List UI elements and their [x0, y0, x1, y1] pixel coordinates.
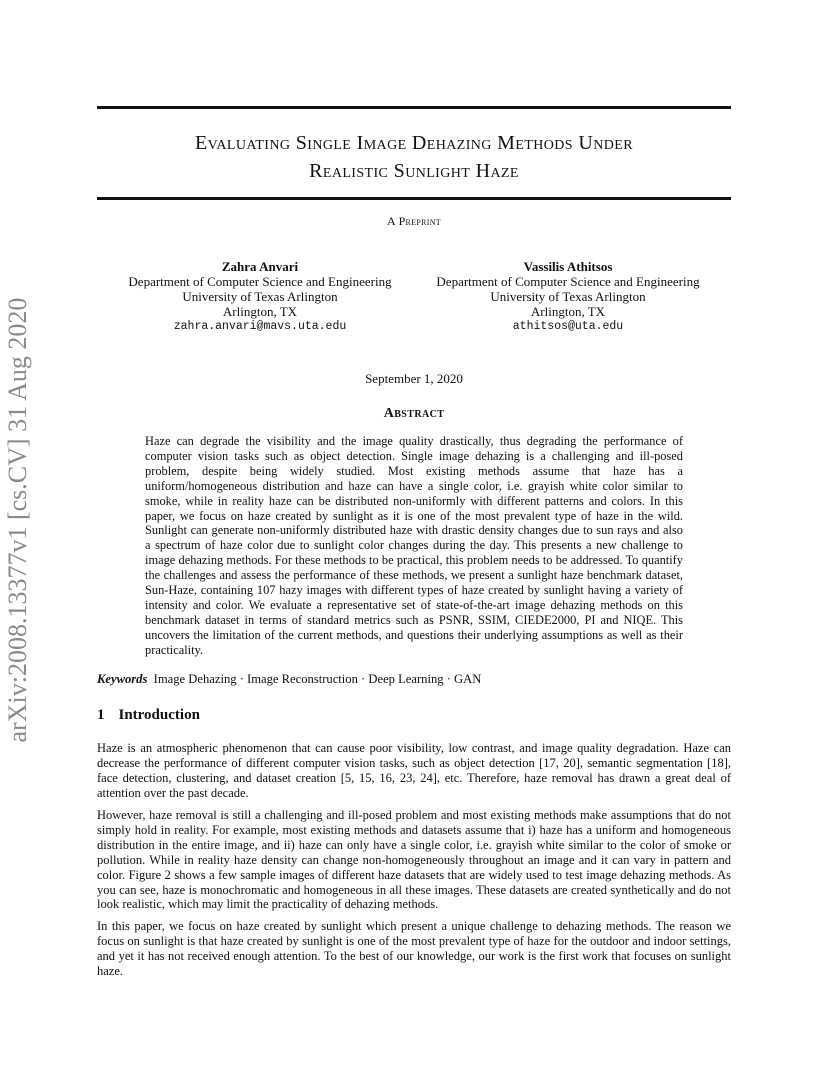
- title-bottom-rule: [97, 197, 731, 200]
- author-department: Department of Computer Science and Engineering: [128, 274, 392, 289]
- publication-date: September 1, 2020: [365, 371, 463, 386]
- keywords-label: Keywords: [97, 672, 148, 686]
- author-location: Arlington, TX: [530, 304, 606, 319]
- title-line-2: Realistic Sunlight Haze: [309, 160, 519, 182]
- intro-paragraph-3: In this paper, we focus on haze created by sunlight which present a unique challenge to dehazing methods. The reason we focus on sunlight is that haze created by sunlight is one of the most prevalent type of haze for the outdoor and indoor settings, and yet it has not received enough attention. To the best of our knowledge, our work is the first work that focuses on sunlight haze.: [97, 919, 731, 978]
- keywords-list: Image Dehazing · Image Reconstruction · Deep Learning · GAN: [153, 672, 482, 686]
- intro-paragraph-2: However, haze removal is still a challenging and ill-posed problem and most existing methods make assumptions that do not simply hold in reality. For example, most existing methods and datasets assume that i) haze has a uniform and homogeneous distribution in the entire image, and ii) haze can only have a single color, i.e. grayish white similar to the color of smoke or pollution. While in reality haze density can change non-homogeneously throughout an image and it can vary in pattern and color. Figure 2 shows a few sample images of different haze datasets that are widely used to test image dehazing methods. As you can see, haze is monochromatic and homogeneous in all these images. These datasets are created synthetically and do not look realistic, which may limit the practicality of dehazing methods.: [97, 808, 731, 912]
- author-name: Vassilis Athitsos: [523, 259, 613, 274]
- arxiv-identifier: arXiv:2008.13377v1 [cs.CV] 31 Aug 2020: [3, 297, 32, 743]
- author-department: Department of Computer Science and Engineering: [436, 274, 700, 289]
- section-number: 1: [97, 707, 105, 723]
- top-rule: [97, 106, 731, 109]
- section-title: Introduction: [118, 707, 200, 723]
- author-location: Arlington, TX: [222, 304, 298, 319]
- paper-title: [97, 129, 731, 185]
- author-university: University of Texas Arlington: [182, 289, 338, 304]
- author-block-1: [100, 259, 420, 334]
- abstract-heading: Abstract: [383, 406, 445, 421]
- author-university: University of Texas Arlington: [490, 289, 646, 304]
- keywords-line: [97, 672, 731, 687]
- title-line-1: Evaluating Single Image Dehazing Methods Under: [195, 132, 633, 154]
- abstract-text: Haze can degrade the visibility and the image quality drastically, thus degrading the performance of computer vision tasks such as object detection. Single image dehazing is a challenging and ill-posed problem, despite being widely studied. Most existing methods assume that haze has a uniform/homogeneous distribution and haze can have a single color, i.e. grayish white color similar to smoke, while in reality haze can be distributed non-uniformly with different patterns and colors. In this paper, we focus on haze created by sunlight as it is one of the most prevalent type of haze in the wild. Sunlight can generate non-uniformly distributed haze with drastic density changes due to sun rays and also a spectrum of haze color due to sunlight color changes during the day. This presents a new challenge to image dehazing methods. For these methods to be practical, this problem needs to be addressed. To quantify the challenges and assess the performance of these methods, we present a sunlight haze benchmark dataset, Sun-Haze, containing 107 hazy images with different types of haze created by sunlight having a variety of intensity and color. We evaluate a representative set of state-of-the-art image dehazing methods on this benchmark dataset in terms of standard metrics such as PSNR, SSIM, CIEDE2000, PI and NIQE. This uncovers the limitation of the current methods, and questions their underlying assumptions as well as their practicality.: [145, 434, 683, 657]
- section-heading: [97, 707, 200, 724]
- author-block-2: [408, 259, 728, 334]
- author-name: Zahra Anvari: [221, 259, 299, 274]
- preprint-label: A Preprint: [386, 214, 441, 228]
- author-email[interactable]: zahra.anvari@mavs.uta.edu: [173, 320, 347, 333]
- intro-paragraph-1: Haze is an atmospheric phenomenon that can cause poor visibility, low contrast, and image quality degradation. Haze can decrease the performance of different computer vision tasks, such as object detection [17, 20], semantic segmentation [18], face detection, clustering, and dataset creation [5, 15, 16, 23, 24], etc. Therefore, haze removal has drawn a great deal of attention over the past decade.: [97, 741, 731, 800]
- author-email[interactable]: athitsos@uta.edu: [512, 320, 624, 333]
